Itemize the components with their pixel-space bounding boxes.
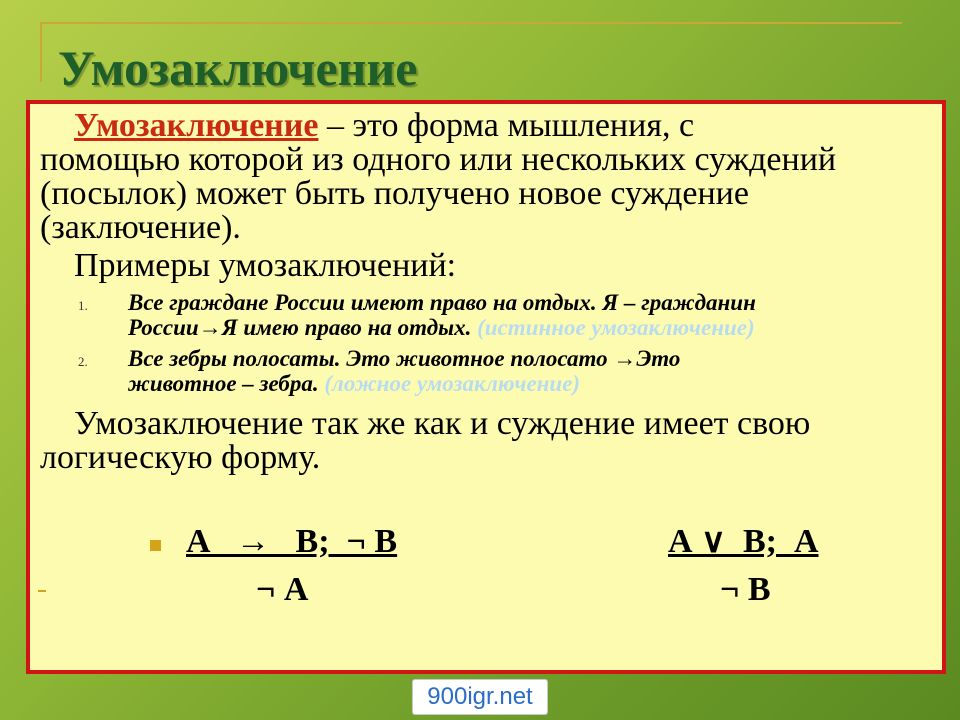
- list-item: [78, 290, 928, 340]
- form-statement-line-2: логическую форму.: [40, 439, 321, 476]
- frame-line-left: [40, 22, 42, 82]
- list-item-note: (истинное умозаключение): [471, 315, 755, 340]
- formula-right-conclusion: ¬ В: [720, 571, 771, 608]
- formula-right-premise: А ∨ В; А: [668, 523, 819, 560]
- list-item-line-1: Все граждане России имеют право на отдых. Я – гражданин: [128, 290, 756, 315]
- definition-line-3: (посылок) может быть получено новое суждение: [40, 175, 749, 212]
- list-item: [78, 346, 928, 396]
- list-item-note: (ложное умозаключение): [318, 371, 581, 396]
- definition-line-1-rest: – это форма мышления, с: [318, 107, 695, 144]
- definition-term: Умозаключение: [74, 107, 319, 144]
- list-item-text: животное – зебра.: [128, 371, 319, 396]
- list-item-line-1: Все зебры полосаты. Это животное полосато →Это: [128, 346, 681, 371]
- slide-title: Умозаключение: [58, 40, 418, 96]
- content-box: [26, 100, 946, 674]
- list-item-number: 2.: [78, 354, 88, 369]
- formula-left-conclusion: ¬ А: [256, 571, 309, 608]
- bullet-icon: [150, 540, 161, 551]
- list-item-number: 1.: [78, 298, 88, 313]
- list-item-line-2: [128, 371, 928, 396]
- examples-heading: Примеры умозаключений:: [74, 247, 457, 284]
- frame-line-top: [40, 22, 902, 24]
- definition-line-2: помощью которой из одного или нескольких суждений: [40, 141, 837, 178]
- definition-line-4: (заключение).: [40, 209, 241, 246]
- watermark-link[interactable]: 900igr.net: [412, 679, 548, 715]
- list-item-text: России→Я имею право на отдых.: [128, 315, 472, 340]
- dash-mark: [38, 590, 46, 592]
- list-item-line-2: [128, 315, 928, 340]
- form-statement-line-1: Умозаключение так же как и суждение имеет свою: [74, 405, 811, 442]
- definition-line-1: [74, 107, 695, 144]
- formula-left-premise: А → В; ¬ В: [186, 523, 398, 560]
